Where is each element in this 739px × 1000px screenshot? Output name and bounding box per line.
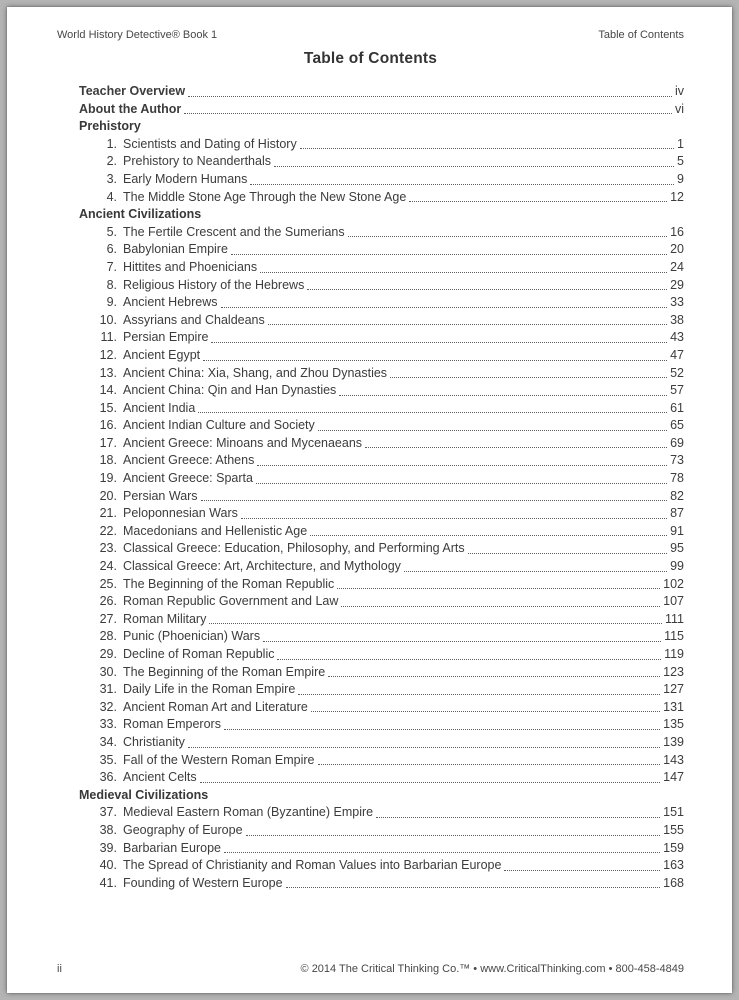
dot-leader	[257, 465, 667, 466]
toc-entry	[79, 716, 684, 734]
dot-leader	[318, 764, 661, 765]
toc-entry-label: Ancient China: Xia, Shang, and Zhou Dynasties	[123, 365, 388, 380]
toc-entry-number: 13.	[99, 365, 117, 380]
dot-leader	[188, 747, 660, 748]
toc-entry-number: 5.	[106, 224, 117, 239]
toc-entry-number: 15.	[99, 400, 117, 415]
toc-entry-label: Ancient Greece: Sparta	[123, 471, 253, 486]
toc-front-entry	[79, 83, 684, 101]
toc-entry	[79, 752, 684, 770]
toc-entry	[79, 241, 684, 259]
dot-leader	[409, 201, 667, 202]
toc-entry-page: 123	[663, 664, 684, 679]
dot-leader	[246, 835, 661, 836]
page-title: Table of Contents	[303, 50, 438, 67]
toc-entry-label: The Fertile Crescent and the Sumerians	[123, 224, 345, 239]
toc-entry	[79, 435, 684, 453]
toc-entry	[79, 365, 684, 383]
dot-leader	[328, 676, 660, 677]
toc-entry-page: 38	[670, 312, 684, 327]
toc-entry-page: 29	[670, 277, 684, 292]
toc-entry-label: Ancient Greece: Minoans and Mycenaeans	[123, 435, 363, 450]
toc-entry-label: Prehistory to Neanderthals	[123, 154, 271, 169]
toc-entry-number: 25.	[99, 576, 117, 591]
dot-leader	[365, 447, 667, 448]
toc-entry-page: 20	[670, 242, 684, 257]
footer-page-number: ii	[57, 963, 62, 975]
toc-entry-number: 8.	[106, 277, 117, 292]
toc-entry	[79, 312, 684, 330]
toc-entry-number: 33.	[99, 717, 117, 732]
dot-leader	[221, 307, 668, 308]
toc-entry-page: 24	[670, 259, 684, 274]
toc-entry-label: Peloponnesian Wars	[123, 506, 238, 521]
header-book-title: World History Detective® Book 1	[57, 29, 218, 41]
toc-entry	[79, 171, 684, 189]
dot-leader	[404, 571, 667, 572]
toc-entry	[79, 277, 684, 295]
toc-entry-page: 73	[670, 453, 684, 468]
toc-entry-label: Christianity	[123, 734, 185, 749]
toc-entry-number: 35.	[99, 752, 117, 767]
toc-section-heading: Prehistory	[79, 119, 141, 134]
toc-entry-page: 12	[670, 189, 684, 204]
dot-leader	[468, 553, 667, 554]
toc-entry-page: 65	[670, 418, 684, 433]
toc-entry	[79, 400, 684, 418]
toc-entry-label: Persian Empire	[123, 330, 209, 345]
toc-entry-label: Punic (Phoenician) Wars	[123, 629, 261, 644]
toc-entry-page: 131	[663, 699, 684, 714]
toc-entry-page: 163	[663, 858, 684, 873]
toc-entry-number: 18.	[99, 453, 117, 468]
toc-entry	[79, 593, 684, 611]
toc-entry	[79, 558, 684, 576]
toc-entry	[79, 329, 684, 347]
toc-entry-number: 7.	[106, 259, 117, 274]
toc-entry-label: Ancient Roman Art and Literature	[123, 699, 308, 714]
toc-entry-page: 82	[670, 488, 684, 503]
toc-front-entry	[79, 101, 684, 119]
toc-entry	[79, 224, 684, 242]
dot-leader	[200, 782, 660, 783]
toc-entry	[79, 294, 684, 312]
toc-entry-label: Daily Life in the Roman Empire	[123, 682, 296, 697]
toc-entry-number: 24.	[99, 559, 117, 574]
footer-copyright: © 2014 The Critical Thinking Co.™ • www.CriticalThinking.com • 800-458-4849	[300, 963, 684, 975]
toc-entry-label: The Beginning of the Roman Empire	[123, 664, 326, 679]
toc-entry-number: 16.	[99, 418, 117, 433]
toc-entry-label: Ancient India	[123, 400, 196, 415]
toc-entry-label: Ancient Indian Culture and Society	[123, 418, 315, 433]
toc-entry-label: Classical Greece: Art, Architecture, and Mythology	[123, 559, 401, 574]
toc-entry-label: The Middle Stone Age Through the New Stone Age	[123, 189, 407, 204]
toc-entry	[79, 664, 684, 682]
toc-entry-label: About the Author	[79, 101, 182, 116]
toc-entry-number: 4.	[106, 189, 117, 204]
document-page	[7, 7, 732, 993]
toc-entry-number: 40.	[99, 858, 117, 873]
dot-leader	[260, 272, 667, 273]
toc-entry-number: 22.	[99, 523, 117, 538]
toc-entry-page: 9	[677, 171, 684, 186]
toc-entry-label: Ancient Hebrews	[123, 295, 218, 310]
dot-leader	[311, 711, 660, 712]
toc-entry-page: 47	[670, 347, 684, 362]
toc-entry-page: 61	[670, 400, 684, 415]
toc-entry-number: 30.	[99, 664, 117, 679]
toc-entry	[79, 857, 684, 875]
toc-entry-label: Roman Military	[123, 611, 207, 626]
toc-entry-number: 20.	[99, 488, 117, 503]
toc-entry	[79, 840, 684, 858]
toc-entry-page: 5	[677, 154, 684, 169]
dot-leader	[224, 852, 660, 853]
dot-leader	[209, 623, 662, 624]
dot-leader	[348, 236, 667, 237]
toc-entry-label: Religious History of the Hebrews	[123, 277, 305, 292]
toc-entry-label: Fall of the Western Roman Empire	[123, 752, 315, 767]
toc-entry-page: 135	[663, 717, 684, 732]
dot-leader	[300, 148, 674, 149]
dot-leader	[184, 113, 672, 114]
toc-entry-label: Roman Emperors	[123, 717, 221, 732]
dot-leader	[231, 254, 667, 255]
dot-leader	[307, 289, 667, 290]
toc-entry	[79, 452, 684, 470]
toc-entry-number: 27.	[99, 611, 117, 626]
dot-leader	[241, 518, 667, 519]
toc-entry-page: 139	[663, 734, 684, 749]
toc-entry-number: 1.	[106, 136, 117, 151]
toc-entry	[79, 189, 684, 207]
toc-entry-label: The Beginning of the Roman Republic	[123, 576, 335, 591]
toc-entry-label: Persian Wars	[123, 488, 198, 503]
toc-section-heading: Medieval Civilizations	[79, 787, 209, 802]
toc-entry-number: 28.	[99, 629, 117, 644]
toc-entry-page: 127	[663, 682, 684, 697]
page-header	[57, 29, 684, 41]
dot-leader	[198, 412, 667, 413]
toc-entry-number: 32.	[99, 699, 117, 714]
toc-entry	[79, 136, 684, 154]
toc-entry	[79, 804, 684, 822]
toc-entry-label: Geography of Europe	[123, 822, 243, 837]
toc-entry-page: 102	[663, 576, 684, 591]
toc-entry-page: 111	[664, 611, 684, 626]
toc-entry	[79, 488, 684, 506]
toc-entry-label: Decline of Roman Republic	[123, 647, 275, 661]
toc-entry-page: 119	[664, 647, 684, 661]
toc-entry-page: 1	[677, 136, 684, 151]
toc-entry-page: 69	[670, 435, 684, 450]
dot-leader	[274, 166, 674, 167]
toc-entry	[79, 470, 684, 488]
dot-leader	[286, 887, 661, 888]
toc-entry	[79, 699, 684, 717]
toc-entry-number: 12.	[99, 347, 117, 362]
toc-entry-page: iv	[674, 84, 684, 98]
dot-leader	[263, 641, 661, 642]
toc-entry-number: 36.	[99, 770, 117, 785]
toc-entry	[79, 153, 684, 171]
toc-entry-number: 21.	[99, 506, 117, 521]
toc-entry	[79, 505, 684, 523]
toc-entry-label: Hittites and Phoenicians	[123, 259, 258, 274]
toc-entry	[79, 347, 684, 365]
toc-entry-number: 10.	[99, 312, 117, 327]
toc-entry-number: 17.	[99, 435, 117, 450]
toc-entry-page: vi	[674, 101, 684, 116]
toc-entry	[79, 417, 684, 435]
toc-entry-page: 16	[670, 224, 684, 239]
toc-entry-label: Medieval Eastern Roman (Byzantine) Empire	[123, 805, 374, 820]
toc-entry-page: 91	[670, 523, 684, 538]
toc-entry-number: 6.	[106, 242, 117, 257]
toc-entry-label: Founding of Western Europe	[123, 875, 283, 890]
toc-entry-label: Ancient Egypt	[123, 347, 201, 362]
dot-leader	[376, 817, 660, 818]
toc-entry-number: 3.	[106, 171, 117, 186]
toc-entry-number: 29.	[99, 647, 117, 661]
toc-entry-number: 19.	[99, 471, 117, 486]
toc-entry-page: 33	[670, 295, 684, 310]
toc-entry-number: 23.	[99, 541, 117, 556]
toc-entry-label: The Spread of Christianity and Roman Values into Barbarian Europe	[123, 858, 502, 873]
toc-entry-label: Roman Republic Government and Law	[123, 594, 339, 609]
toc-entry	[79, 822, 684, 840]
toc-entry	[79, 611, 684, 629]
toc-entry-page: 87	[670, 506, 684, 521]
dot-leader	[318, 430, 667, 431]
toc-entry	[79, 628, 684, 646]
dot-leader	[337, 588, 660, 589]
toc-entry-page: 107	[663, 594, 684, 609]
toc-entry-number: 2.	[106, 154, 117, 169]
toc-entry	[79, 646, 684, 664]
toc-entry-number: 14.	[99, 383, 117, 398]
toc-list	[57, 83, 684, 892]
toc-entry-page: 155	[663, 822, 684, 837]
dot-leader	[504, 870, 660, 871]
toc-entry-number: 37.	[99, 805, 117, 820]
page-footer	[57, 963, 684, 975]
dot-leader	[298, 694, 660, 695]
toc-entry-page: 143	[663, 752, 684, 767]
toc-entry-label: Early Modern Humans	[123, 171, 248, 186]
toc-entry-number: 38.	[99, 822, 117, 837]
toc-entry-label: Barbarian Europe	[123, 840, 221, 855]
toc-entry-label: Ancient Celts	[123, 770, 197, 785]
dot-leader	[188, 96, 672, 97]
toc-section-heading: Ancient Civilizations	[79, 207, 202, 222]
toc-entry-page: 147	[663, 770, 684, 785]
toc-entry-page: 43	[670, 330, 684, 345]
toc-entry-number: 41.	[99, 875, 117, 890]
toc-entry	[79, 875, 684, 893]
header-section-title: Table of Contents	[598, 29, 684, 41]
dot-leader	[224, 729, 660, 730]
dot-leader	[341, 606, 660, 607]
dot-leader	[390, 377, 667, 378]
dot-leader	[277, 659, 661, 660]
toc-entry	[79, 540, 684, 558]
toc-entry-label: Scientists and Dating of History	[123, 136, 297, 151]
dot-leader	[250, 184, 674, 185]
dot-leader	[339, 395, 667, 396]
toc-entry-number: 11.	[100, 330, 117, 345]
dot-leader	[310, 535, 667, 536]
toc-entry	[79, 681, 684, 699]
toc-entry-page: 78	[670, 471, 684, 486]
toc-entry	[79, 734, 684, 752]
toc-entry-number: 9.	[106, 295, 117, 310]
toc-entry	[79, 523, 684, 541]
toc-entry-page: 115	[664, 629, 684, 644]
dot-leader	[256, 483, 667, 484]
dot-leader	[201, 500, 668, 501]
toc-entry-label: Classical Greece: Education, Philosophy, and Performing Arts	[123, 541, 465, 556]
toc-entry-page: 159	[663, 840, 684, 855]
toc-entry-page: 151	[663, 805, 684, 820]
toc-entry	[79, 259, 684, 277]
toc-entry-page: 57	[670, 383, 684, 398]
toc-entry-label: Babylonian Empire	[123, 242, 228, 257]
toc-entry-page: 99	[670, 559, 684, 574]
toc-entry-page: 95	[670, 541, 684, 556]
dot-leader	[203, 360, 667, 361]
toc-entry	[79, 769, 684, 787]
toc-entry-label: Teacher Overview	[79, 84, 186, 98]
toc-entry-label: Ancient China: Qin and Han Dynasties	[123, 383, 337, 398]
toc-entry-number: 31.	[99, 682, 117, 697]
dot-leader	[268, 324, 667, 325]
toc-entry-number: 34.	[99, 734, 117, 749]
toc-entry-page: 168	[663, 875, 684, 890]
toc-entry-label: Assyrians and Chaldeans	[123, 312, 265, 327]
dot-leader	[211, 342, 667, 343]
toc-entry-number: 39.	[99, 840, 117, 855]
toc-entry-number: 26.	[99, 594, 117, 609]
toc-entry-label: Ancient Greece: Athens	[123, 453, 255, 468]
toc-entry	[79, 576, 684, 594]
toc-entry	[79, 382, 684, 400]
toc-entry-page: 52	[670, 365, 684, 380]
toc-entry-label: Macedonians and Hellenistic Age	[123, 523, 308, 538]
